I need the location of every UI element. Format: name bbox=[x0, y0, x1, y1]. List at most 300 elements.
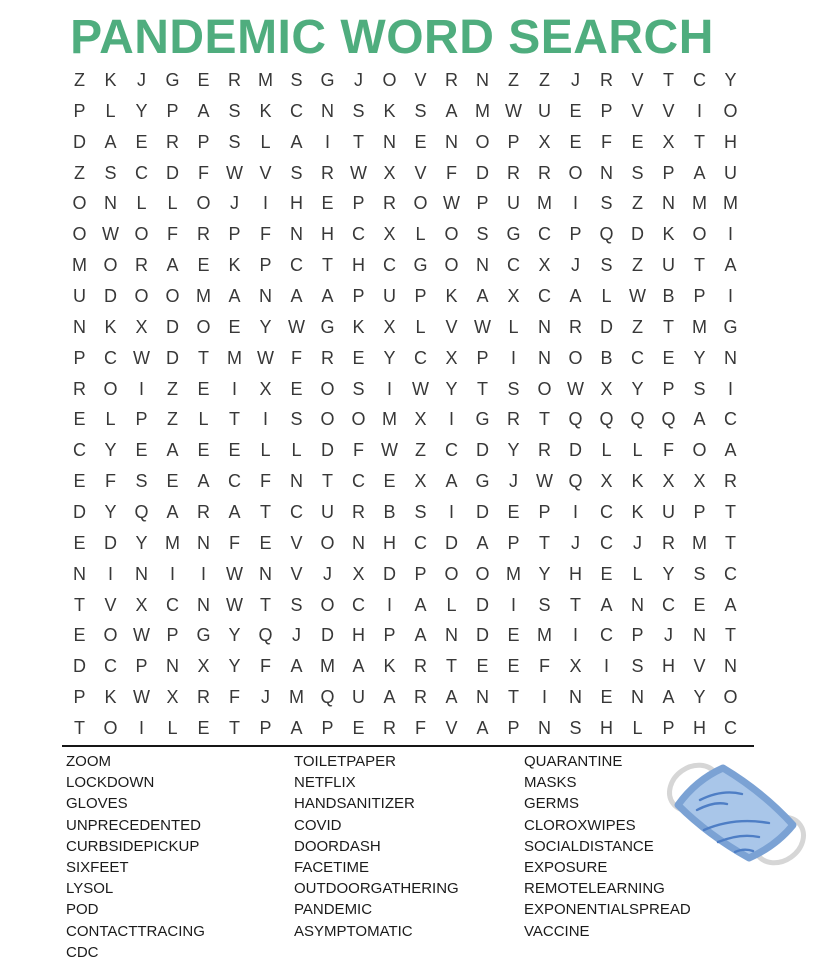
grid-letter[interactable]: H bbox=[724, 131, 737, 152]
grid-letter[interactable]: I bbox=[386, 594, 392, 615]
grid-letter[interactable]: N bbox=[135, 563, 148, 584]
grid-letter[interactable]: T bbox=[539, 532, 550, 553]
grid-letter[interactable]: K bbox=[104, 316, 117, 337]
grid-letter[interactable]: M bbox=[196, 285, 211, 306]
grid-letter[interactable]: T bbox=[260, 502, 271, 523]
grid-letter[interactable]: P bbox=[631, 625, 644, 646]
grid-letter[interactable]: M bbox=[692, 316, 707, 337]
grid-letter[interactable]: T bbox=[74, 718, 85, 739]
grid-letter[interactable]: D bbox=[569, 440, 582, 461]
grid-letter[interactable]: I bbox=[727, 378, 733, 399]
grid-letter[interactable]: Z bbox=[632, 316, 643, 337]
grid-letter[interactable]: S bbox=[290, 162, 303, 183]
grid-letter[interactable]: R bbox=[228, 69, 241, 90]
grid-letter[interactable]: B bbox=[383, 502, 396, 523]
grid-letter[interactable]: O bbox=[165, 285, 180, 306]
grid-letter[interactable]: C bbox=[228, 471, 241, 492]
grid-letter[interactable]: I bbox=[448, 502, 454, 523]
grid-letter[interactable]: Y bbox=[228, 656, 241, 677]
grid-letter[interactable]: W bbox=[381, 440, 398, 461]
grid-letter[interactable]: W bbox=[505, 100, 522, 121]
grid-letter[interactable]: I bbox=[510, 347, 516, 368]
grid-letter[interactable]: X bbox=[414, 471, 427, 492]
grid-letter[interactable]: W bbox=[257, 347, 274, 368]
grid-letter[interactable]: W bbox=[567, 378, 584, 399]
grid-letter[interactable]: C bbox=[290, 100, 303, 121]
grid-letter[interactable]: D bbox=[104, 532, 117, 553]
grid-letter[interactable]: N bbox=[724, 347, 737, 368]
grid-letter[interactable]: R bbox=[538, 440, 551, 461]
grid-letter[interactable]: C bbox=[135, 162, 148, 183]
grid-letter[interactable]: O bbox=[320, 378, 335, 399]
grid-letter[interactable]: H bbox=[693, 718, 706, 739]
grid-letter[interactable]: T bbox=[508, 687, 519, 708]
grid-letter[interactable]: E bbox=[197, 718, 210, 739]
grid-letter[interactable]: G bbox=[475, 409, 490, 430]
grid-letter[interactable]: O bbox=[103, 718, 118, 739]
grid-letter[interactable]: X bbox=[259, 378, 272, 399]
grid-letter[interactable]: P bbox=[135, 409, 148, 430]
grid-letter[interactable]: E bbox=[73, 625, 86, 646]
grid-letter[interactable]: I bbox=[138, 378, 144, 399]
grid-letter[interactable]: Y bbox=[135, 532, 148, 553]
grid-letter[interactable]: I bbox=[262, 409, 268, 430]
grid-letter[interactable]: K bbox=[631, 502, 644, 523]
grid-letter[interactable]: W bbox=[443, 193, 460, 214]
grid-letter[interactable]: N bbox=[476, 69, 489, 90]
grid-letter[interactable]: C bbox=[631, 347, 644, 368]
grid-letter[interactable]: S bbox=[135, 471, 148, 492]
grid-letter[interactable]: V bbox=[631, 69, 644, 90]
grid-letter[interactable]: E bbox=[73, 409, 86, 430]
grid-letter[interactable]: M bbox=[692, 193, 707, 214]
grid-letter[interactable]: Z bbox=[539, 69, 550, 90]
grid-letter[interactable]: N bbox=[166, 656, 179, 677]
grid-letter[interactable]: T bbox=[477, 378, 488, 399]
grid-letter[interactable]: V bbox=[259, 162, 272, 183]
grid-letter[interactable]: O bbox=[196, 316, 211, 337]
grid-letter[interactable]: Q bbox=[320, 687, 335, 708]
grid-letter[interactable]: A bbox=[383, 687, 396, 708]
grid-letter[interactable]: T bbox=[198, 347, 209, 368]
grid-letter[interactable]: P bbox=[693, 285, 706, 306]
grid-letter[interactable]: E bbox=[197, 69, 210, 90]
grid-letter[interactable]: E bbox=[321, 193, 334, 214]
grid-letter[interactable]: C bbox=[73, 440, 86, 461]
grid-letter[interactable]: O bbox=[320, 409, 335, 430]
grid-letter[interactable]: A bbox=[228, 285, 241, 306]
grid-letter[interactable]: O bbox=[196, 193, 211, 214]
grid-letter[interactable]: A bbox=[445, 471, 458, 492]
grid-letter[interactable]: R bbox=[507, 162, 520, 183]
grid-letter[interactable]: V bbox=[445, 316, 458, 337]
grid-letter[interactable]: S bbox=[228, 131, 241, 152]
grid-letter[interactable]: Y bbox=[693, 687, 706, 708]
grid-letter[interactable]: M bbox=[723, 193, 738, 214]
grid-letter[interactable]: M bbox=[165, 532, 180, 553]
grid-letter[interactable]: C bbox=[724, 718, 737, 739]
grid-letter[interactable]: C bbox=[538, 224, 551, 245]
grid-letter[interactable]: L bbox=[136, 193, 147, 214]
grid-letter[interactable]: N bbox=[476, 255, 489, 276]
grid-letter[interactable]: K bbox=[383, 100, 396, 121]
grid-letter[interactable]: C bbox=[352, 224, 365, 245]
grid-letter[interactable]: S bbox=[476, 224, 489, 245]
grid-letter[interactable]: I bbox=[727, 224, 733, 245]
grid-letter[interactable]: Y bbox=[104, 440, 117, 461]
grid-letter[interactable]: E bbox=[228, 316, 241, 337]
grid-letter[interactable]: I bbox=[727, 285, 733, 306]
grid-letter[interactable]: N bbox=[321, 100, 334, 121]
grid-letter[interactable]: N bbox=[476, 687, 489, 708]
grid-letter[interactable]: O bbox=[134, 285, 149, 306]
grid-letter[interactable]: O bbox=[72, 193, 87, 214]
grid-letter[interactable]: I bbox=[231, 378, 237, 399]
grid-letter[interactable]: C bbox=[600, 532, 613, 553]
grid-letter[interactable]: R bbox=[321, 347, 334, 368]
grid-letter[interactable]: P bbox=[507, 532, 520, 553]
grid-letter[interactable]: P bbox=[259, 255, 272, 276]
grid-letter[interactable]: O bbox=[413, 193, 428, 214]
grid-letter[interactable]: F bbox=[260, 656, 271, 677]
grid-letter[interactable]: A bbox=[693, 409, 706, 430]
grid-letter[interactable]: J bbox=[323, 563, 332, 584]
grid-letter[interactable]: R bbox=[383, 718, 396, 739]
grid-letter[interactable]: W bbox=[288, 316, 305, 337]
grid-letter[interactable]: C bbox=[352, 594, 365, 615]
grid-letter[interactable]: L bbox=[601, 285, 612, 306]
grid-letter[interactable]: P bbox=[259, 718, 272, 739]
grid-letter[interactable]: H bbox=[662, 656, 675, 677]
grid-letter[interactable]: F bbox=[353, 440, 364, 461]
grid-letter[interactable]: P bbox=[166, 625, 179, 646]
grid-letter[interactable]: R bbox=[724, 471, 737, 492]
grid-letter[interactable]: D bbox=[166, 162, 179, 183]
grid-letter[interactable]: E bbox=[197, 378, 210, 399]
grid-letter[interactable]: I bbox=[603, 656, 609, 677]
grid-letter[interactable]: E bbox=[197, 440, 210, 461]
grid-letter[interactable]: H bbox=[352, 255, 365, 276]
grid-letter[interactable]: A bbox=[662, 687, 675, 708]
grid-letter[interactable]: N bbox=[383, 131, 396, 152]
grid-letter[interactable]: Q bbox=[599, 224, 614, 245]
grid-letter[interactable]: Z bbox=[415, 440, 426, 461]
grid-letter[interactable]: K bbox=[631, 471, 644, 492]
grid-letter[interactable]: G bbox=[506, 224, 521, 245]
grid-letter[interactable]: T bbox=[663, 69, 674, 90]
grid-letter[interactable]: E bbox=[259, 532, 272, 553]
grid-letter[interactable]: O bbox=[320, 594, 335, 615]
grid-letter[interactable]: T bbox=[229, 718, 240, 739]
grid-letter[interactable]: L bbox=[508, 316, 519, 337]
grid-letter[interactable]: I bbox=[541, 687, 547, 708]
grid-letter[interactable]: I bbox=[572, 625, 578, 646]
grid-letter[interactable]: N bbox=[290, 224, 303, 245]
grid-letter[interactable]: A bbox=[321, 285, 334, 306]
grid-letter[interactable]: A bbox=[476, 532, 489, 553]
grid-letter[interactable]: K bbox=[259, 100, 272, 121]
grid-letter[interactable]: L bbox=[105, 409, 116, 430]
grid-letter[interactable]: A bbox=[290, 131, 303, 152]
grid-letter[interactable]: T bbox=[260, 594, 271, 615]
grid-letter[interactable]: P bbox=[135, 656, 148, 677]
grid-letter[interactable]: Z bbox=[632, 193, 643, 214]
grid-letter[interactable]: L bbox=[415, 316, 426, 337]
grid-letter[interactable]: V bbox=[693, 656, 706, 677]
grid-letter[interactable]: M bbox=[537, 193, 552, 214]
grid-letter[interactable]: F bbox=[229, 532, 240, 553]
grid-letter[interactable]: T bbox=[725, 625, 736, 646]
grid-letter[interactable]: O bbox=[568, 162, 583, 183]
grid-letter[interactable]: K bbox=[445, 285, 458, 306]
grid-letter[interactable]: R bbox=[352, 502, 365, 523]
grid-letter[interactable]: B bbox=[662, 285, 675, 306]
grid-letter[interactable]: O bbox=[320, 532, 335, 553]
grid-letter[interactable]: S bbox=[290, 69, 303, 90]
grid-letter[interactable]: C bbox=[538, 285, 551, 306]
grid-letter[interactable]: A bbox=[569, 285, 582, 306]
grid-letter[interactable]: W bbox=[226, 594, 243, 615]
grid-letter[interactable]: N bbox=[445, 625, 458, 646]
grid-letter[interactable]: V bbox=[631, 100, 644, 121]
grid-letter[interactable]: E bbox=[507, 625, 520, 646]
grid-letter[interactable]: X bbox=[507, 285, 520, 306]
grid-letter[interactable]: L bbox=[601, 440, 612, 461]
grid-letter[interactable]: P bbox=[476, 347, 489, 368]
grid-letter[interactable]: S bbox=[600, 193, 613, 214]
grid-letter[interactable]: P bbox=[476, 193, 489, 214]
grid-letter[interactable]: N bbox=[631, 687, 644, 708]
grid-letter[interactable]: S bbox=[538, 594, 551, 615]
grid-letter[interactable]: X bbox=[600, 378, 613, 399]
grid-letter[interactable]: E bbox=[693, 594, 706, 615]
grid-letter[interactable]: C bbox=[600, 625, 613, 646]
grid-letter[interactable]: G bbox=[165, 69, 180, 90]
grid-letter[interactable]: W bbox=[133, 625, 150, 646]
grid-letter[interactable]: E bbox=[135, 131, 148, 152]
grid-letter[interactable]: A bbox=[724, 440, 737, 461]
grid-letter[interactable]: R bbox=[445, 69, 458, 90]
grid-letter[interactable]: J bbox=[571, 255, 580, 276]
grid-letter[interactable]: W bbox=[412, 378, 429, 399]
grid-letter[interactable]: Y bbox=[104, 502, 117, 523]
grid-letter[interactable]: R bbox=[197, 687, 210, 708]
grid-letter[interactable]: N bbox=[538, 718, 551, 739]
grid-letter[interactable]: C bbox=[290, 502, 303, 523]
grid-letter[interactable]: M bbox=[258, 69, 273, 90]
grid-letter[interactable]: E bbox=[600, 687, 613, 708]
grid-letter[interactable]: C bbox=[600, 502, 613, 523]
grid-letter[interactable]: U bbox=[383, 285, 396, 306]
grid-letter[interactable]: P bbox=[228, 224, 241, 245]
grid-letter[interactable]: U bbox=[321, 502, 334, 523]
grid-letter[interactable]: W bbox=[536, 471, 553, 492]
grid-letter[interactable]: P bbox=[569, 224, 582, 245]
grid-letter[interactable]: U bbox=[724, 162, 737, 183]
grid-letter[interactable]: A bbox=[476, 718, 489, 739]
grid-letter[interactable]: F bbox=[539, 656, 550, 677]
grid-letter[interactable]: C bbox=[104, 656, 117, 677]
grid-letter[interactable]: S bbox=[352, 100, 365, 121]
grid-letter[interactable]: Y bbox=[724, 69, 737, 90]
grid-letter[interactable]: O bbox=[475, 563, 490, 584]
grid-letter[interactable]: T bbox=[570, 594, 581, 615]
grid-letter[interactable]: P bbox=[600, 100, 613, 121]
grid-letter[interactable]: Q bbox=[568, 409, 583, 430]
grid-letter[interactable]: A bbox=[290, 656, 303, 677]
grid-letter[interactable]: E bbox=[166, 471, 179, 492]
grid-letter[interactable]: P bbox=[414, 285, 427, 306]
grid-letter[interactable]: E bbox=[352, 718, 365, 739]
grid-letter[interactable]: I bbox=[696, 100, 702, 121]
grid-letter[interactable]: N bbox=[104, 193, 117, 214]
grid-letter[interactable]: E bbox=[476, 656, 489, 677]
grid-letter[interactable]: I bbox=[262, 193, 268, 214]
grid-letter[interactable]: H bbox=[352, 625, 365, 646]
grid-letter[interactable]: D bbox=[631, 224, 644, 245]
grid-letter[interactable]: M bbox=[382, 409, 397, 430]
grid-letter[interactable]: A bbox=[290, 285, 303, 306]
grid-letter[interactable]: L bbox=[415, 224, 426, 245]
grid-letter[interactable]: E bbox=[135, 440, 148, 461]
grid-letter[interactable]: R bbox=[569, 316, 582, 337]
grid-letter[interactable]: T bbox=[229, 409, 240, 430]
grid-letter[interactable]: V bbox=[104, 594, 117, 615]
grid-letter[interactable]: X bbox=[569, 656, 582, 677]
grid-letter[interactable]: O bbox=[444, 255, 459, 276]
grid-letter[interactable]: J bbox=[664, 625, 673, 646]
grid-letter[interactable]: Q bbox=[134, 502, 149, 523]
grid-letter[interactable]: L bbox=[446, 594, 457, 615]
grid-letter[interactable]: D bbox=[73, 656, 86, 677]
grid-letter[interactable]: W bbox=[350, 162, 367, 183]
grid-letter[interactable]: R bbox=[197, 502, 210, 523]
grid-letter[interactable]: H bbox=[569, 563, 582, 584]
grid-letter[interactable]: P bbox=[693, 502, 706, 523]
grid-letter[interactable]: R bbox=[414, 656, 427, 677]
grid-letter[interactable]: R bbox=[73, 378, 86, 399]
grid-letter[interactable]: X bbox=[600, 471, 613, 492]
grid-letter[interactable]: I bbox=[200, 563, 206, 584]
grid-letter[interactable]: N bbox=[73, 563, 86, 584]
grid-letter[interactable]: E bbox=[414, 131, 427, 152]
grid-letter[interactable]: U bbox=[662, 255, 675, 276]
grid-letter[interactable]: T bbox=[322, 255, 333, 276]
grid-letter[interactable]: T bbox=[74, 594, 85, 615]
grid-letter[interactable]: E bbox=[228, 440, 241, 461]
grid-letter[interactable]: Y bbox=[631, 378, 644, 399]
grid-letter[interactable]: S bbox=[104, 162, 117, 183]
grid-letter[interactable]: W bbox=[133, 687, 150, 708]
grid-letter[interactable]: R bbox=[600, 69, 613, 90]
grid-letter[interactable]: V bbox=[414, 69, 427, 90]
grid-letter[interactable]: O bbox=[692, 224, 707, 245]
grid-letter[interactable]: E bbox=[383, 471, 396, 492]
grid-letter[interactable]: K bbox=[228, 255, 241, 276]
grid-letter[interactable]: I bbox=[510, 594, 516, 615]
grid-letter[interactable]: H bbox=[321, 224, 334, 245]
grid-letter[interactable]: S bbox=[414, 100, 427, 121]
grid-letter[interactable]: D bbox=[166, 316, 179, 337]
grid-letter[interactable]: A bbox=[724, 594, 737, 615]
grid-letter[interactable]: O bbox=[444, 563, 459, 584]
grid-letter[interactable]: X bbox=[352, 563, 365, 584]
grid-letter[interactable]: N bbox=[197, 594, 210, 615]
grid-letter[interactable]: E bbox=[569, 131, 582, 152]
grid-letter[interactable]: P bbox=[507, 131, 520, 152]
grid-letter[interactable]: A bbox=[166, 440, 179, 461]
grid-letter[interactable]: X bbox=[662, 471, 675, 492]
grid-letter[interactable]: X bbox=[383, 316, 396, 337]
grid-letter[interactable]: N bbox=[662, 193, 675, 214]
grid-letter[interactable]: S bbox=[352, 378, 365, 399]
grid-letter[interactable]: V bbox=[662, 100, 675, 121]
grid-letter[interactable]: Y bbox=[383, 347, 396, 368]
grid-letter[interactable]: U bbox=[352, 687, 365, 708]
grid-letter[interactable]: L bbox=[632, 718, 643, 739]
grid-letter[interactable]: E bbox=[73, 471, 86, 492]
grid-letter[interactable]: V bbox=[290, 532, 303, 553]
grid-letter[interactable]: L bbox=[260, 440, 271, 461]
grid-letter[interactable]: T bbox=[353, 131, 364, 152]
grid-letter[interactable]: U bbox=[538, 100, 551, 121]
grid-letter[interactable]: J bbox=[261, 687, 270, 708]
grid-letter[interactable]: N bbox=[445, 131, 458, 152]
grid-letter[interactable]: J bbox=[509, 471, 518, 492]
grid-letter[interactable]: U bbox=[662, 502, 675, 523]
grid-letter[interactable]: E bbox=[352, 347, 365, 368]
grid-letter[interactable]: A bbox=[166, 255, 179, 276]
grid-letter[interactable]: O bbox=[103, 255, 118, 276]
grid-letter[interactable]: D bbox=[445, 532, 458, 553]
grid-letter[interactable]: X bbox=[445, 347, 458, 368]
grid-letter[interactable]: N bbox=[693, 625, 706, 646]
grid-letter[interactable]: P bbox=[662, 718, 675, 739]
grid-letter[interactable]: Q bbox=[258, 625, 273, 646]
grid-letter[interactable]: P bbox=[73, 347, 86, 368]
grid-letter[interactable]: G bbox=[723, 316, 738, 337]
grid-letter[interactable]: Z bbox=[508, 69, 519, 90]
grid-letter[interactable]: O bbox=[103, 378, 118, 399]
grid-letter[interactable]: W bbox=[226, 162, 243, 183]
grid-letter[interactable]: L bbox=[167, 718, 178, 739]
grid-letter[interactable]: J bbox=[230, 193, 239, 214]
grid-letter[interactable]: D bbox=[476, 502, 489, 523]
grid-letter[interactable]: W bbox=[102, 224, 119, 245]
grid-letter[interactable]: E bbox=[290, 378, 303, 399]
grid-letter[interactable]: D bbox=[321, 625, 334, 646]
grid-letter[interactable]: D bbox=[383, 563, 396, 584]
grid-letter[interactable]: C bbox=[662, 594, 675, 615]
grid-letter[interactable]: H bbox=[600, 718, 613, 739]
grid-letter[interactable]: J bbox=[137, 69, 146, 90]
grid-letter[interactable]: S bbox=[414, 502, 427, 523]
grid-letter[interactable]: E bbox=[631, 131, 644, 152]
grid-letter[interactable]: L bbox=[198, 409, 209, 430]
grid-letter[interactable]: E bbox=[507, 502, 520, 523]
grid-letter[interactable]: T bbox=[539, 409, 550, 430]
grid-letter[interactable]: E bbox=[197, 255, 210, 276]
grid-letter[interactable]: F bbox=[415, 718, 426, 739]
grid-letter[interactable]: U bbox=[73, 285, 86, 306]
grid-letter[interactable]: K bbox=[383, 656, 396, 677]
grid-letter[interactable]: S bbox=[631, 656, 644, 677]
grid-letter[interactable]: M bbox=[72, 255, 87, 276]
grid-letter[interactable]: F bbox=[291, 347, 302, 368]
grid-letter[interactable]: R bbox=[166, 131, 179, 152]
grid-letter[interactable]: I bbox=[572, 502, 578, 523]
grid-letter[interactable]: D bbox=[73, 131, 86, 152]
